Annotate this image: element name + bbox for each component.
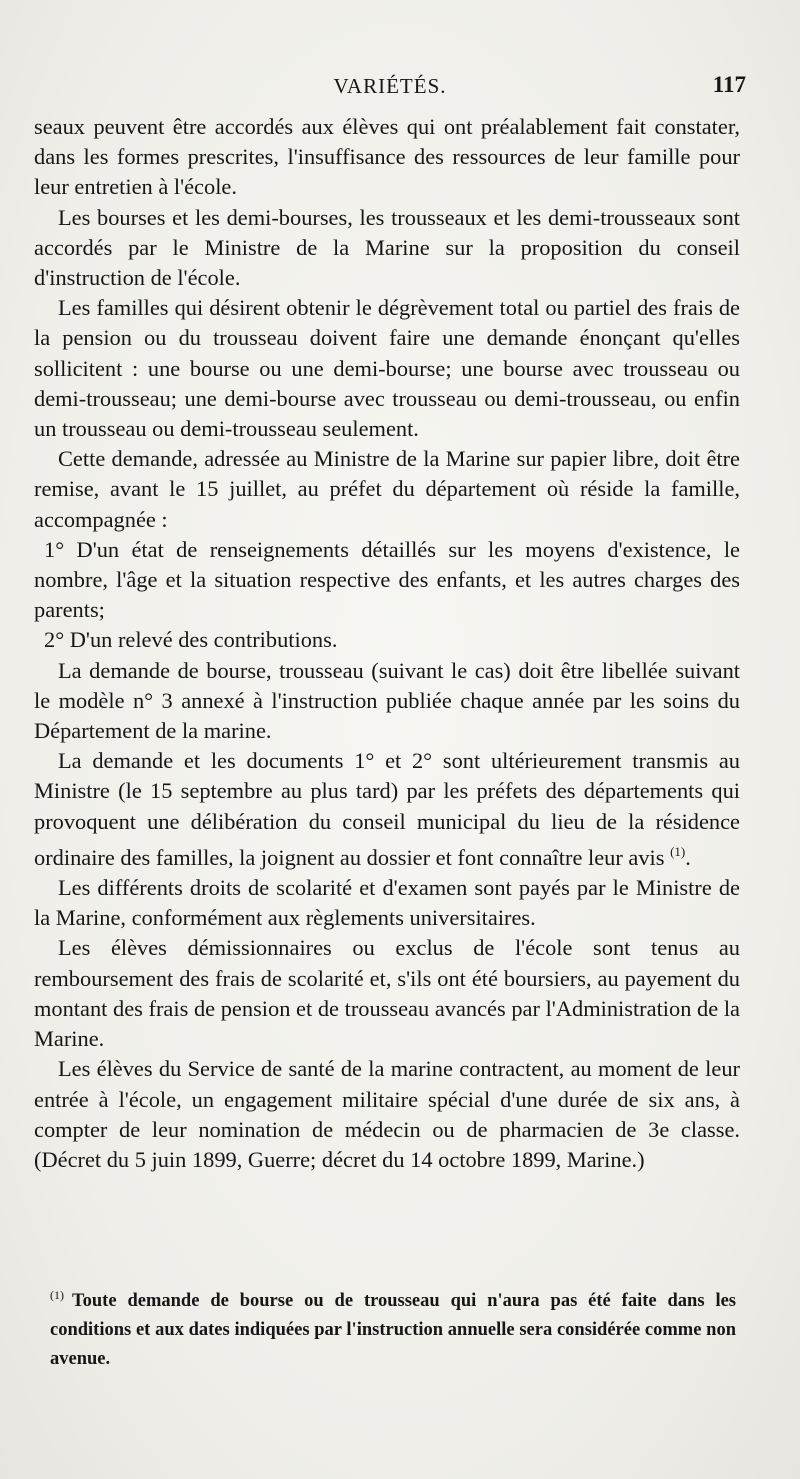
running-head — [34, 72, 746, 106]
body-text — [34, 112, 740, 1175]
paragraph: seaux peuvent être accordés aux élèves qui ont préalablement fait constater, dans les formes prescrites, l'insuffisance des ressources de leur famille pour leur entretien à l'école. — [34, 114, 740, 200]
running-title: VARIÉTÉS. — [333, 74, 447, 98]
page-number: 117 — [712, 72, 746, 97]
paragraph-text: La demande et les documents 1° et 2° sont ultérieurement transmis au Ministre (le 15 septembre au plus tard) par les préfets des départements qui provoquent une délibération du conseil municipal du lieu de la résidence ordinaire des familles, la joignent au dossier et font connaître leur avis — [34, 748, 740, 870]
footnote-text: Toute demande de bourse ou de trousseau qui n'aura pas été faite dans les conditions et aux dates indiquées par l'instruction annuelle sera considérée comme non avenue. — [50, 1291, 736, 1369]
paragraph: Les bourses et les demi-bourses, les trousseaux et les demi-trousseaux sont accordés par le Ministre de la Marine sur la proposition du conseil d'instruction de l'école. — [34, 204, 740, 291]
paragraph: Les élèves du Service de santé de la marine contractent, au moment de leur entrée à l'école, un engagement militaire spécial d'une durée de six ans, à compter de leur nomination de médecin ou de pharmacien de 3e classe. (Décret du 5 juin 1899, Guerre; décret du 14 octobre 1899, Marine.) — [34, 1056, 740, 1172]
footnote-mark: (1) — [50, 1288, 64, 1302]
paragraph-end: . — [685, 844, 691, 870]
paragraph — [34, 746, 740, 873]
paragraph: Les élèves démissionnaires ou exclus de l'école sont tenus au remboursement des frais de scolarité et, s'ils ont été boursiers, au payement du montant des frais de pension et de trousseau avancés par l'Administration de la Marine. — [34, 935, 740, 1052]
list-item: 1° D'un état de renseignements détaillés sur les moyens d'existence, le nombre, l'âge et la situation respective des enfants, et les autres charges des parents; — [34, 536, 740, 623]
paragraph: La demande de bourse, trousseau (suivant le cas) doit être libellée suivant le modèle n° 3 annexé à l'instruction publiée chaque année par les soins du Département de la marine. — [34, 657, 740, 744]
footnote-reference: (1) — [670, 843, 686, 859]
paragraph: Cette demande, adressée au Ministre de la Marine sur papier libre, doit être remise, avant le 15 juillet, au préfet du département où réside la famille, accompagnée : — [34, 446, 740, 532]
list-item: 2° D'un relevé des contributions. — [44, 627, 338, 653]
paragraph: Les familles qui désirent obtenir le dégrèvement total ou partiel des frais de la pension ou du trousseau doivent faire une demande énonçant qu'elles sollicitent : une bourse ou une demi-bourse; une bourse avec trousseau ou demi-trousseau; une demi-bourse avec trousseau ou demi-trousseau, ou enfin un trousseau ou demi-trousseau seulement. — [34, 295, 740, 442]
footnote — [50, 1281, 736, 1374]
paragraph: Les différents droits de scolarité et d'examen sont payés par le Ministre de la Marine, conformément aux règlements universitaires. — [34, 875, 740, 931]
